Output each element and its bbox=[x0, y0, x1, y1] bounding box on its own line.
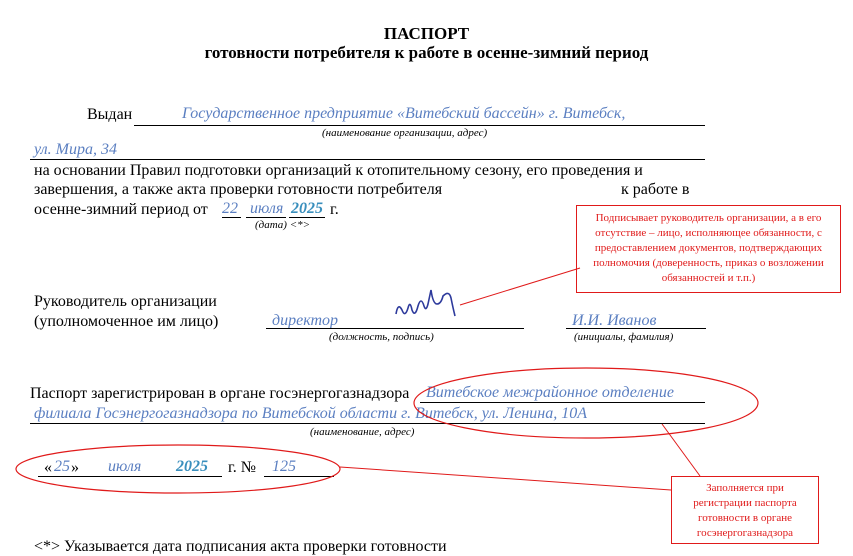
registration-label: Паспорт зарегистрирован в органе госэнергогазнадзора bbox=[30, 385, 410, 402]
registration-number[interactable]: 125 bbox=[272, 458, 296, 475]
registration-year-suffix: г. № bbox=[228, 459, 257, 476]
act-date-year[interactable]: 2025 bbox=[291, 200, 323, 217]
basis-line2a: завершения, а также акта проверки готовности потребителя bbox=[34, 181, 443, 198]
basis-line1: на основании Правил подготовки организаций к отопительному сезону, его проведения и bbox=[34, 162, 643, 179]
act-date-month[interactable]: июля bbox=[250, 200, 284, 217]
basis-line3a: осенне-зимний период от bbox=[34, 201, 208, 218]
registration-org-value-line1[interactable]: Витебское межрайонное отделение bbox=[426, 384, 674, 401]
registration-date-month[interactable]: июля bbox=[108, 458, 142, 475]
signer-position-hint: (должность, подпись) bbox=[329, 331, 434, 343]
issued-label: Выдан bbox=[87, 106, 133, 123]
registration-org-value-line2[interactable]: филиала Госэнергогазнадзора по Витебской области г. Витебск, ул. Ленина, 10А bbox=[34, 405, 587, 422]
callout-registration-pointer2 bbox=[340, 467, 671, 490]
signature-scribble bbox=[396, 290, 455, 316]
act-date-hint: (дата) <*> bbox=[255, 219, 311, 231]
issued-org-value-line2[interactable]: ул. Мира, 34 bbox=[34, 141, 117, 158]
issued-org-hint: (наименование организации, адрес) bbox=[322, 127, 488, 139]
page-title: ПАСПОРТ bbox=[383, 24, 470, 43]
registration-date-year[interactable]: 2025 bbox=[176, 458, 208, 475]
callout-registration: Заполняется при регистрации паспорта готовности в органе госэнергогазнадзора bbox=[671, 476, 819, 544]
act-date-day[interactable]: 22 bbox=[222, 200, 238, 217]
footnote: <*> Указывается дата подписания акта проверки готовности bbox=[34, 538, 447, 555]
registration-date-ellipse bbox=[16, 445, 340, 493]
page-subtitle: готовности потребителя к работе в осенне-зимний период bbox=[204, 43, 649, 62]
registration-date-day[interactable]: 25 bbox=[54, 458, 70, 475]
signer-position[interactable]: директор bbox=[272, 312, 339, 329]
issued-org-value-line1[interactable]: Государственное предприятие «Витебский бассейн» г. Витебск, bbox=[182, 105, 626, 122]
signer-label2: (уполномоченное им лицо) bbox=[34, 313, 219, 330]
act-date-year-suffix: г. bbox=[330, 201, 339, 218]
callout-signer: Подписывает руководитель организации, а в его отсутствие – лицо, исполняющее обязанности, с предоставлением документов, подтверждающих полномочия (доверенность, приказ о возложении обязанностей и т.п.) bbox=[576, 205, 841, 293]
signer-label1: Руководитель организации bbox=[34, 293, 217, 310]
signer-name[interactable]: И.И. Иванов bbox=[572, 312, 657, 329]
signer-name-hint: (инициалы, фамилия) bbox=[574, 331, 674, 343]
registration-org-hint: (наименование, адрес) bbox=[310, 426, 415, 438]
basis-line2b: к работе в bbox=[621, 181, 690, 198]
registration-org-ellipse bbox=[414, 368, 758, 438]
registration-quote-open: « bbox=[44, 459, 52, 476]
registration-quote-close: » bbox=[71, 459, 79, 476]
callout-signer-pointer bbox=[460, 268, 580, 305]
